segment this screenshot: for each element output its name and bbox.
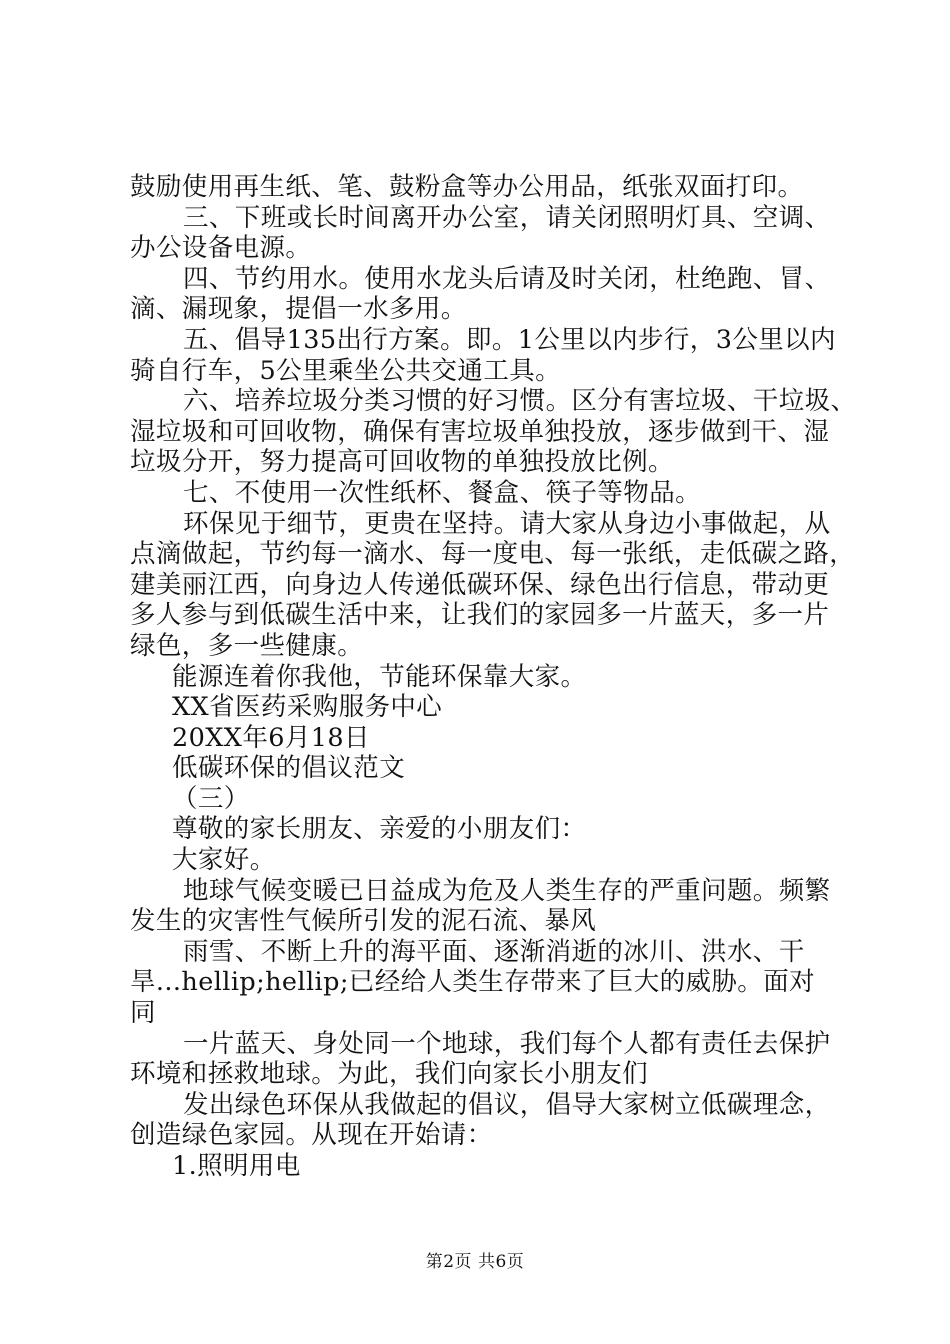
text-line: 旱...hellip;hellip;已经给人类生存带来了巨大的威胁。面对 — [130, 967, 816, 998]
page-footer: 第2页 共6页 — [425, 1252, 525, 1272]
section-title: 低碳环保的倡议范文 — [172, 753, 406, 784]
text-line: 滴、漏现象，提倡一水多用。 — [130, 294, 467, 325]
section-number: （三） — [172, 783, 250, 814]
signature-date: 20XX年6月18日 — [172, 722, 370, 753]
text-line: 骑自行车，5公里乘坐公共交通工具。 — [130, 355, 562, 386]
text-line: 垃圾分开，努力提高可回收物的单独投放比例。 — [130, 447, 674, 478]
text-line: 绿色，多一些健康。 — [130, 630, 364, 661]
salutation: 尊敬的家长朋友、亲爱的小朋友们： — [172, 814, 587, 845]
text-line: 三、下班或长时间离开办公室，请关闭照明灯具、空调、 — [183, 202, 831, 233]
text-line: 环境和拯救地球。为此，我们向家长小朋友们 — [130, 1059, 649, 1090]
text-line: 点滴做起，节约每一滴水、每一度电、每一张纸，走低碳之路， — [130, 539, 856, 570]
document-body — [130, 172, 857, 1182]
text-line: 湿垃圾和可回收物，确保有害垃圾单独投放，逐步做到干、湿 — [130, 416, 830, 447]
text-line: 雨雪、不断上升的海平面、逐渐消逝的冰川、洪水、干 — [183, 936, 805, 967]
text-line: 四、节约用水。使用水龙头后请及时关闭，杜绝跑、冒、 — [183, 263, 831, 294]
text-line: 地球气候变暖已日益成为危及人类生存的严重问题。频繁 — [183, 875, 831, 906]
text-line: 七、不使用一次性纸杯、餐盒、筷子等物品。 — [183, 477, 702, 508]
text-line: 建美丽江西，向身边人传递低碳环保、绿色出行信息，带动更 — [130, 569, 830, 600]
text-line: 多人参与到低碳生活中来，让我们的家园多一片蓝天，多一片 — [130, 600, 830, 631]
signature-org: XX省医药采购服务中心 — [172, 692, 443, 723]
greeting: 大家好。 — [172, 845, 276, 876]
text-line: 能源连着你我他，节能环保靠大家。 — [172, 661, 587, 692]
text-line: 鼓励使用再生纸、笔、鼓粉盒等办公用品，纸张双面打印。 — [130, 172, 804, 202]
text-line: 办公设备电源。 — [130, 233, 312, 264]
list-item: 1.照明用电 — [172, 1151, 301, 1181]
text-line: 同 — [130, 998, 156, 1029]
text-line: 环保见于细节，更贵在坚持。请大家从身边小事做起，从 — [183, 508, 831, 539]
text-line: 六、培养垃圾分类习惯的好习惯。区分有害垃圾、干垃圾、 — [183, 386, 857, 417]
text-line: 五、倡导135出行方案。即。1公里以内步行，3公里以内 — [183, 324, 836, 355]
text-line: 发出绿色环保从我做起的倡议，倡导大家树立低碳理念， — [183, 1089, 831, 1120]
text-line: 发生的灾害性气候所引发的泥石流、暴风 — [130, 906, 597, 937]
text-line: 创造绿色家园。从现在开始请： — [130, 1120, 493, 1151]
text-line: 一片蓝天、身处同一个地球，我们每个人都有责任去保护 — [183, 1028, 831, 1059]
